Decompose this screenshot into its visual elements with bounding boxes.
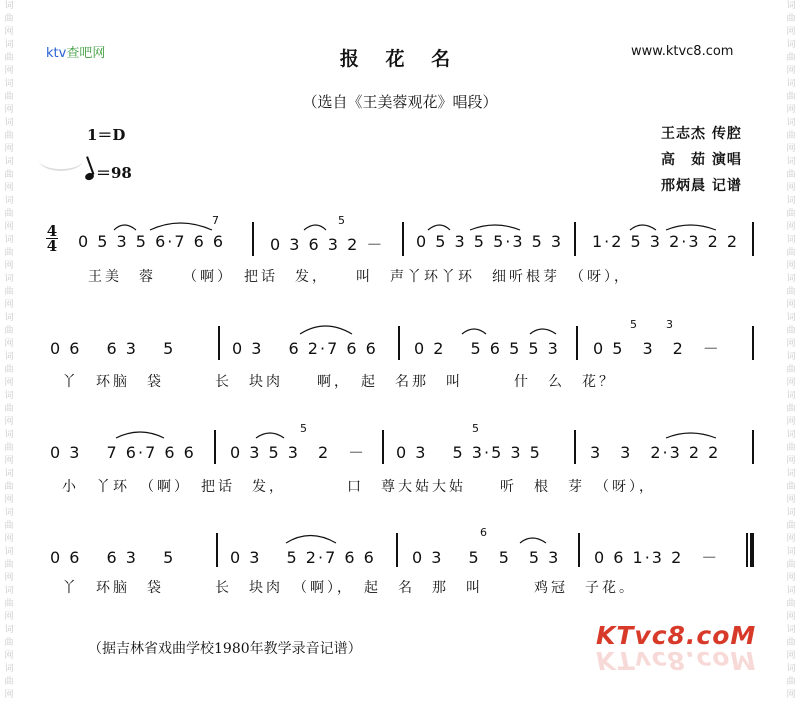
measure-r3-m1: 0 3 7 6·7 6 6 — [50, 443, 196, 462]
side-watermark-char: 词 — [786, 235, 796, 245]
side-watermark-char: 曲 — [4, 248, 14, 258]
grace-note: 7 — [212, 214, 219, 227]
side-watermark-char: 网 — [4, 183, 14, 193]
side-watermark-char: 网 — [4, 612, 14, 622]
side-watermark-char: 曲 — [786, 287, 796, 297]
side-watermark-char: 网 — [786, 222, 796, 232]
side-watermark-char: 网 — [786, 339, 796, 349]
side-watermark-char: 曲 — [786, 443, 796, 453]
side-watermark-char: 曲 — [4, 521, 14, 531]
side-watermark-char: 网 — [786, 300, 796, 310]
time-signature-top: 4 — [46, 222, 58, 240]
side-watermark-char: 曲 — [4, 638, 14, 648]
side-watermark-char: 词 — [786, 1, 796, 11]
side-watermark-char: 词 — [4, 313, 14, 323]
side-watermark-char: 网 — [4, 66, 14, 76]
side-watermark-char: 词 — [786, 391, 796, 401]
measure-r3-m4: 3 3 2·3 2 2 — [590, 443, 721, 462]
side-watermark-char: 曲 — [4, 131, 14, 141]
side-watermark-char: 词 — [786, 313, 796, 323]
grace-note: 6 — [480, 526, 487, 539]
side-watermark-char: 曲 — [786, 131, 796, 141]
side-watermark-char: 曲 — [4, 482, 14, 492]
side-watermark-char: 曲 — [4, 677, 14, 687]
watermark-left-part2: 查吧网 — [66, 46, 106, 61]
lyrics-row-1: 王美 蓉 （啊） 把话 发， 叫 声丫环丫环 细听根芽 （呀）， — [88, 269, 631, 285]
measure-r2-m2: 0 3 6 2·7 6 6 — [232, 339, 378, 358]
side-watermark-char: 词 — [4, 391, 14, 401]
side-watermark-char: 词 — [4, 430, 14, 440]
song-title: 报 花 名 — [339, 48, 461, 70]
ktvc8-logo-reflection: KTvc8.coM — [596, 646, 757, 675]
lyrics-row-3: 小 丫环 （啊） 把话 发， 口 尊大姑大姑 听 根 芽 （呀）， — [62, 479, 656, 495]
side-watermark-char: 词 — [4, 586, 14, 596]
side-watermark-char: 曲 — [4, 404, 14, 414]
side-watermark-char: 网 — [786, 183, 796, 193]
side-watermark-char: 曲 — [786, 209, 796, 219]
grace-note: 5 — [338, 214, 345, 227]
side-watermark-char: 词 — [786, 625, 796, 635]
ktvc8-logo[interactable]: KTvc8.coM — [596, 621, 757, 650]
watermark-left-part1: ktv — [46, 46, 67, 61]
side-watermark-char: 网 — [4, 417, 14, 427]
measure-r4-m3: 0 3 5 5 5 3 — [412, 548, 561, 567]
measure-r1-m1: 0 5 3 5 6·7 6 6 — [78, 232, 226, 251]
side-watermark-char: 词 — [786, 547, 796, 557]
side-watermark-char: 网 — [4, 144, 14, 154]
side-watermark-char: 网 — [786, 612, 796, 622]
credit-transcriber: 邢炳晨 记谱 — [661, 178, 742, 194]
side-watermark-char: 词 — [4, 508, 14, 518]
side-watermark-char: 词 — [786, 352, 796, 362]
side-watermark-char: 网 — [786, 534, 796, 544]
side-watermark-char: 曲 — [4, 14, 14, 24]
side-watermark-char: 网 — [786, 651, 796, 661]
side-watermark-char: 网 — [786, 573, 796, 583]
side-watermark-char: 曲 — [4, 443, 14, 453]
side-watermark-char: 词 — [4, 469, 14, 479]
side-watermark-char: 曲 — [4, 287, 14, 297]
side-watermark-char: 曲 — [4, 209, 14, 219]
credit-singer: 高 茹 演唱 — [661, 152, 742, 168]
side-watermark-char: 词 — [4, 235, 14, 245]
side-watermark-char: 曲 — [786, 92, 796, 102]
side-watermark-char: 词 — [786, 196, 796, 206]
side-watermark-char: 词 — [4, 157, 14, 167]
measure-r1-m3: 0 5 3 5 5·3 5 3 — [416, 232, 564, 251]
side-watermark-char: 曲 — [786, 404, 796, 414]
side-watermark-char: 曲 — [786, 677, 796, 687]
measure-r2-m4: 0 5 3 2 － — [593, 339, 721, 358]
side-watermark-char: 网 — [786, 495, 796, 505]
side-watermark-char: 曲 — [4, 53, 14, 63]
side-watermark-char: 曲 — [786, 365, 796, 375]
measure-r2-m1: 0 6 6 3 5 — [50, 339, 176, 358]
side-watermark-char: 曲 — [4, 92, 14, 102]
grace-note: 5 — [630, 318, 637, 331]
side-watermark-char: 网 — [786, 105, 796, 115]
side-watermark-char: 词 — [786, 664, 796, 674]
side-watermark-char: 曲 — [786, 482, 796, 492]
side-watermark-char: 网 — [4, 339, 14, 349]
side-watermark-char: 词 — [4, 352, 14, 362]
side-watermark-char: 网 — [786, 690, 796, 700]
side-watermark-char: 曲 — [786, 53, 796, 63]
side-watermark-char: 曲 — [786, 170, 796, 180]
side-watermark-char: 词 — [786, 157, 796, 167]
side-watermark-char: 曲 — [4, 170, 14, 180]
lyrics-row-4: 丫 环脑 袋 长 块肉 （啊）， 起 名 那 叫 鸡冠 子花。 — [62, 580, 636, 596]
side-watermark-char: 网 — [786, 27, 796, 37]
side-watermark-char: 词 — [4, 118, 14, 128]
measure-r1-m2: 0 3 6 3 2 － — [270, 235, 385, 254]
measure-r3-m2: 0 3 5 3 2 － — [230, 443, 367, 462]
side-watermark-char: 词 — [4, 196, 14, 206]
tempo-value: ＝98 — [96, 164, 132, 182]
time-signature-bottom: 4 — [46, 237, 58, 255]
side-watermark-char: 网 — [786, 261, 796, 271]
side-watermark-char: 曲 — [786, 599, 796, 609]
side-watermark-char: 曲 — [786, 248, 796, 258]
side-watermark-char: 网 — [4, 222, 14, 232]
side-watermark-char: 网 — [4, 378, 14, 388]
side-watermark-char: 网 — [4, 651, 14, 661]
side-watermark-char: 曲 — [4, 599, 14, 609]
side-watermark-char: 词 — [4, 274, 14, 284]
side-watermark-char: 词 — [4, 664, 14, 674]
side-watermark-char: 词 — [786, 118, 796, 128]
side-watermark-char: 曲 — [786, 560, 796, 570]
side-watermark-char: 曲 — [786, 326, 796, 336]
key-signature: 1＝D — [87, 126, 126, 144]
side-watermark-char: 网 — [4, 690, 14, 700]
measure-r2-m3: 0 2 5 6 5 5 3 — [414, 339, 560, 358]
measure-r1-m4: 1·2 5 3 2·3 2 2 — [592, 232, 740, 251]
side-watermark-char: 词 — [4, 625, 14, 635]
side-watermark-char: 网 — [4, 534, 14, 544]
side-watermark-char: 词 — [786, 508, 796, 518]
side-watermark-char: 网 — [786, 417, 796, 427]
side-watermark-char: 曲 — [4, 560, 14, 570]
lyrics-row-2: 丫 环脑 袋 长 块肉 啊， 起 名那 叫 什 么 花？ — [62, 374, 616, 390]
side-watermark-char: 网 — [786, 456, 796, 466]
side-watermark-char: 网 — [4, 495, 14, 505]
side-watermark-char: 网 — [4, 105, 14, 115]
site-watermark-right[interactable]: www.ktvc8.com — [631, 44, 734, 59]
side-watermark-char: 网 — [4, 261, 14, 271]
side-watermark-char: 词 — [786, 274, 796, 284]
side-watermark-char: 词 — [786, 430, 796, 440]
side-watermark-char: 词 — [4, 1, 14, 11]
credit-arranger: 王志杰 传腔 — [661, 126, 742, 142]
measure-r3-m3: 0 3 5 3·5 3 5 — [396, 443, 542, 462]
side-watermark-char: 网 — [786, 144, 796, 154]
side-watermark-char: 网 — [786, 378, 796, 388]
grace-note: 5 — [300, 422, 307, 435]
side-watermark-char: 网 — [4, 300, 14, 310]
side-watermark-char: 网 — [4, 456, 14, 466]
side-watermark-char: 词 — [4, 547, 14, 557]
side-watermark-char: 网 — [786, 66, 796, 76]
side-watermark-char: 词 — [786, 469, 796, 479]
source-footnote: （据吉林省戏曲学校1980年教学录音记谱） — [88, 641, 362, 657]
side-watermark-char: 曲 — [786, 638, 796, 648]
song-subtitle: （选自《王美蓉观花》唱段） — [302, 93, 498, 111]
side-watermark-char: 网 — [4, 27, 14, 37]
measure-r4-m2: 0 3 5 2·7 6 6 — [230, 548, 376, 567]
side-watermark-char: 曲 — [4, 365, 14, 375]
side-watermark-char: 词 — [786, 586, 796, 596]
side-watermark-char: 曲 — [4, 326, 14, 336]
grace-note: 3 — [666, 318, 673, 331]
side-watermark-char: 网 — [4, 573, 14, 583]
side-watermark-char: 词 — [786, 40, 796, 50]
side-watermark-char: 词 — [4, 40, 14, 50]
side-watermark-char: 曲 — [786, 14, 796, 24]
side-watermark-char: 词 — [786, 79, 796, 89]
measure-r4-m4: 0 6 1·3 2 － — [594, 548, 720, 567]
side-watermark-char: 曲 — [786, 521, 796, 531]
measure-r4-m1: 0 6 6 3 5 — [50, 548, 176, 567]
side-watermark-char: 词 — [4, 79, 14, 89]
grace-note: 5 — [472, 422, 479, 435]
